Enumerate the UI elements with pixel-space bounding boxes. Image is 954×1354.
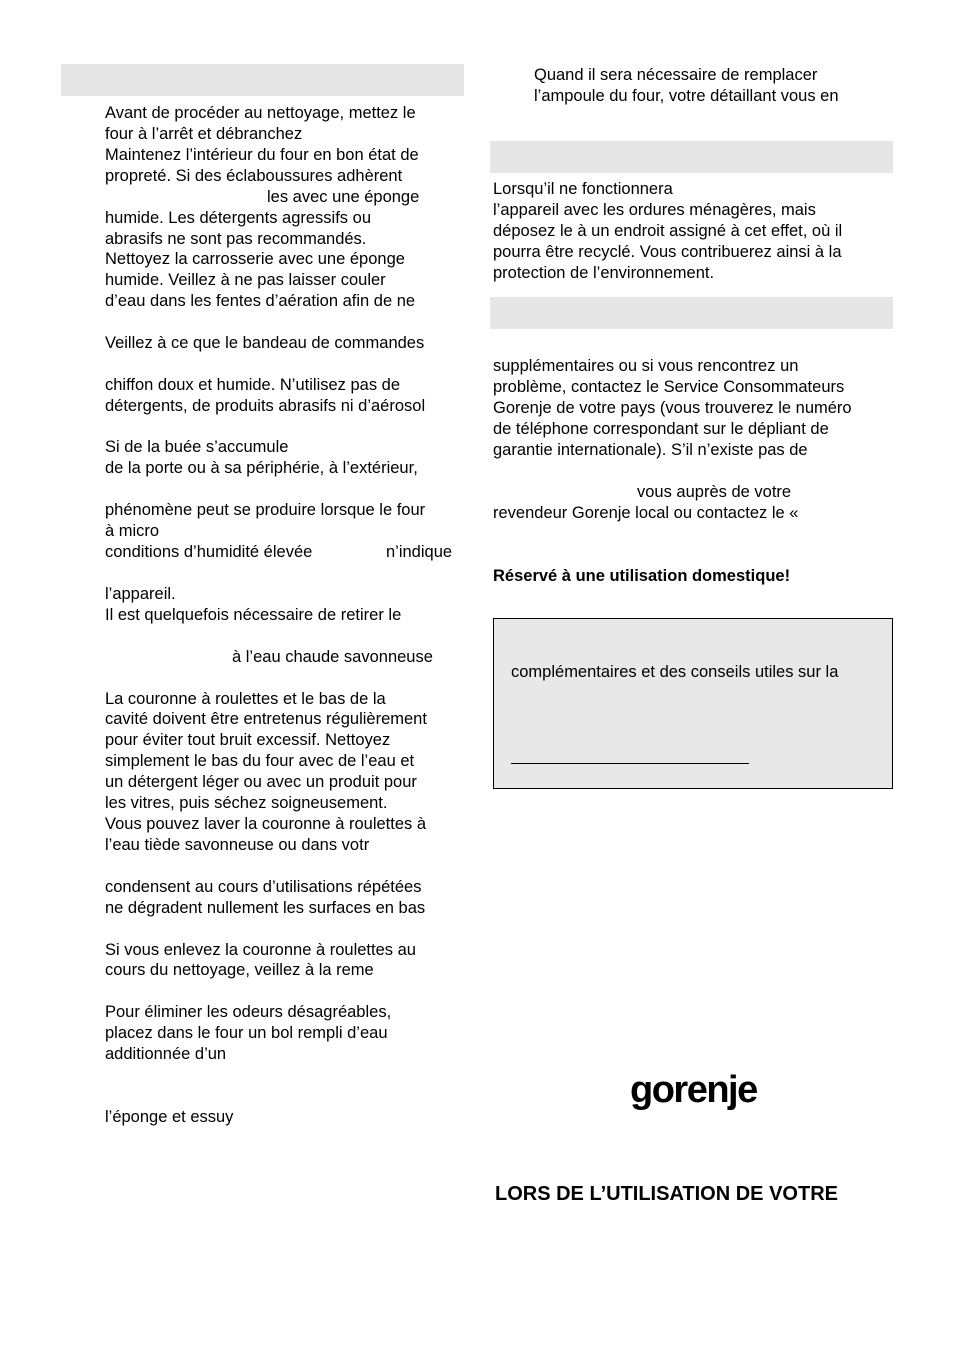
text-line: supplémentaires ou si vous rencontrez un [493,357,799,375]
footer-heading: LORS DE L’UTILISATION DE VOTRE [495,1183,838,1205]
text-line: abrasifs ne sont pas recommandés. [105,230,367,248]
text-line: simplement le bas du four avec de l’eau et [105,752,415,770]
text-line: déposez le à un endroit assigné à cet effet, où il [493,222,843,240]
text-line: revendeur Gorenje local ou contactez le « [493,504,799,522]
text-line: l’appareil. [105,585,176,603]
text-line: Gorenje de votre pays (vous trouverez le numéro [493,399,852,417]
text-line: humide. Les détergents agressifs ou [105,209,371,227]
text-line: Si vous enlevez la couronne à roulettes au [105,941,416,959]
text-line: chiffon doux et humide. N’utilisez pas de [105,376,401,394]
text-line: Lorsqu’il ne fonctionnera [493,180,673,198]
gorenje-logo: gorenje [630,1069,757,1111]
text-line: ne dégradent nullement les surfaces en bas [105,899,426,917]
info-box-underline [511,763,749,764]
text-line: d’eau dans les fentes d’aération afin de ne [105,292,416,310]
text-line: garantie internationale). S’il n’existe pas de [493,441,808,459]
text-line: problème, contactez le Service Consommateurs [493,378,845,396]
text-line: l’appareil avec les ordures ménagères, mais [493,201,816,219]
text-line: Maintenez l’intérieur du four en bon état de [105,146,419,164]
text-line: Vous pouvez laver la couronne à roulettes à [105,815,427,833]
text-line: pourra être recyclé. Vous contribuerez ainsi à la [493,243,842,261]
text-line: placez dans le four un bol rempli d’eau [105,1024,388,1042]
text-line: Si de la buée s’accumule [105,438,289,456]
text-line: Avant de procéder au nettoyage, mettez le [105,104,416,122]
text-line: vous auprès de votre [637,483,792,501]
text-line: n’indique [386,543,453,561]
text-line: Nettoyez la carrosserie avec une éponge [105,250,405,268]
text-line: conditions d’humidité élevée [105,543,313,561]
text-line: Veillez à ce que le bandeau de commandes [105,334,425,352]
section-header-bar-service [490,297,893,329]
text-line: additionnée d’un [105,1045,227,1063]
text-line: un détergent léger ou avec un produit pour [105,773,417,791]
section-header-bar-disposal [490,141,893,173]
text-line: à l’eau chaude savonneuse [232,648,433,666]
text-line: phénomène peut se produire lorsque le four [105,501,426,519]
text-line: les vitres, puis séchez soigneusement. [105,794,388,812]
domestic-use-notice: Réservé à une utilisation domestique! [493,567,791,585]
text-line: détergents, de produits abrasifs ni d’aérosol [105,397,426,415]
text-line: cours du nettoyage, veillez à la reme [105,961,374,979]
text-line: cavité doivent être entretenus régulièrement [105,710,427,728]
text-line: l’ampoule du four, votre détaillant vous en [534,87,839,105]
text-line: pour éviter tout bruit excessif. Nettoyez [105,731,391,749]
text-line: four à l’arrêt et débranchez [105,125,303,143]
text-line: La couronne à roulettes et le bas de la [105,690,386,708]
text-line: Pour éliminer les odeurs désagréables, [105,1003,392,1021]
section-header-bar-cleaning [61,64,464,96]
text-line: Il est quelquefois nécessaire de retirer le [105,606,402,624]
text-line: l’eau tiède savonneuse ou dans votr [105,836,370,854]
text-line: propreté. Si des éclaboussures adhèrent [105,167,403,185]
text-line: Quand il sera nécessaire de remplacer [534,66,818,84]
text-line: l’éponge et essuy [105,1108,234,1126]
text-line: de la porte ou à sa périphérie, à l’extérieur, [105,459,418,477]
text-line: humide. Veillez à ne pas laisser couler [105,271,386,289]
text-line: à micro [105,522,160,540]
text-line: de téléphone correspondant sur le dépliant de [493,420,829,438]
info-box-text: complémentaires et des conseils utiles sur la [511,663,839,681]
text-line: protection de l’environnement. [493,264,715,282]
text-line: condensent au cours d’utilisations répétées [105,878,422,896]
text-line: les avec une éponge [267,188,420,206]
